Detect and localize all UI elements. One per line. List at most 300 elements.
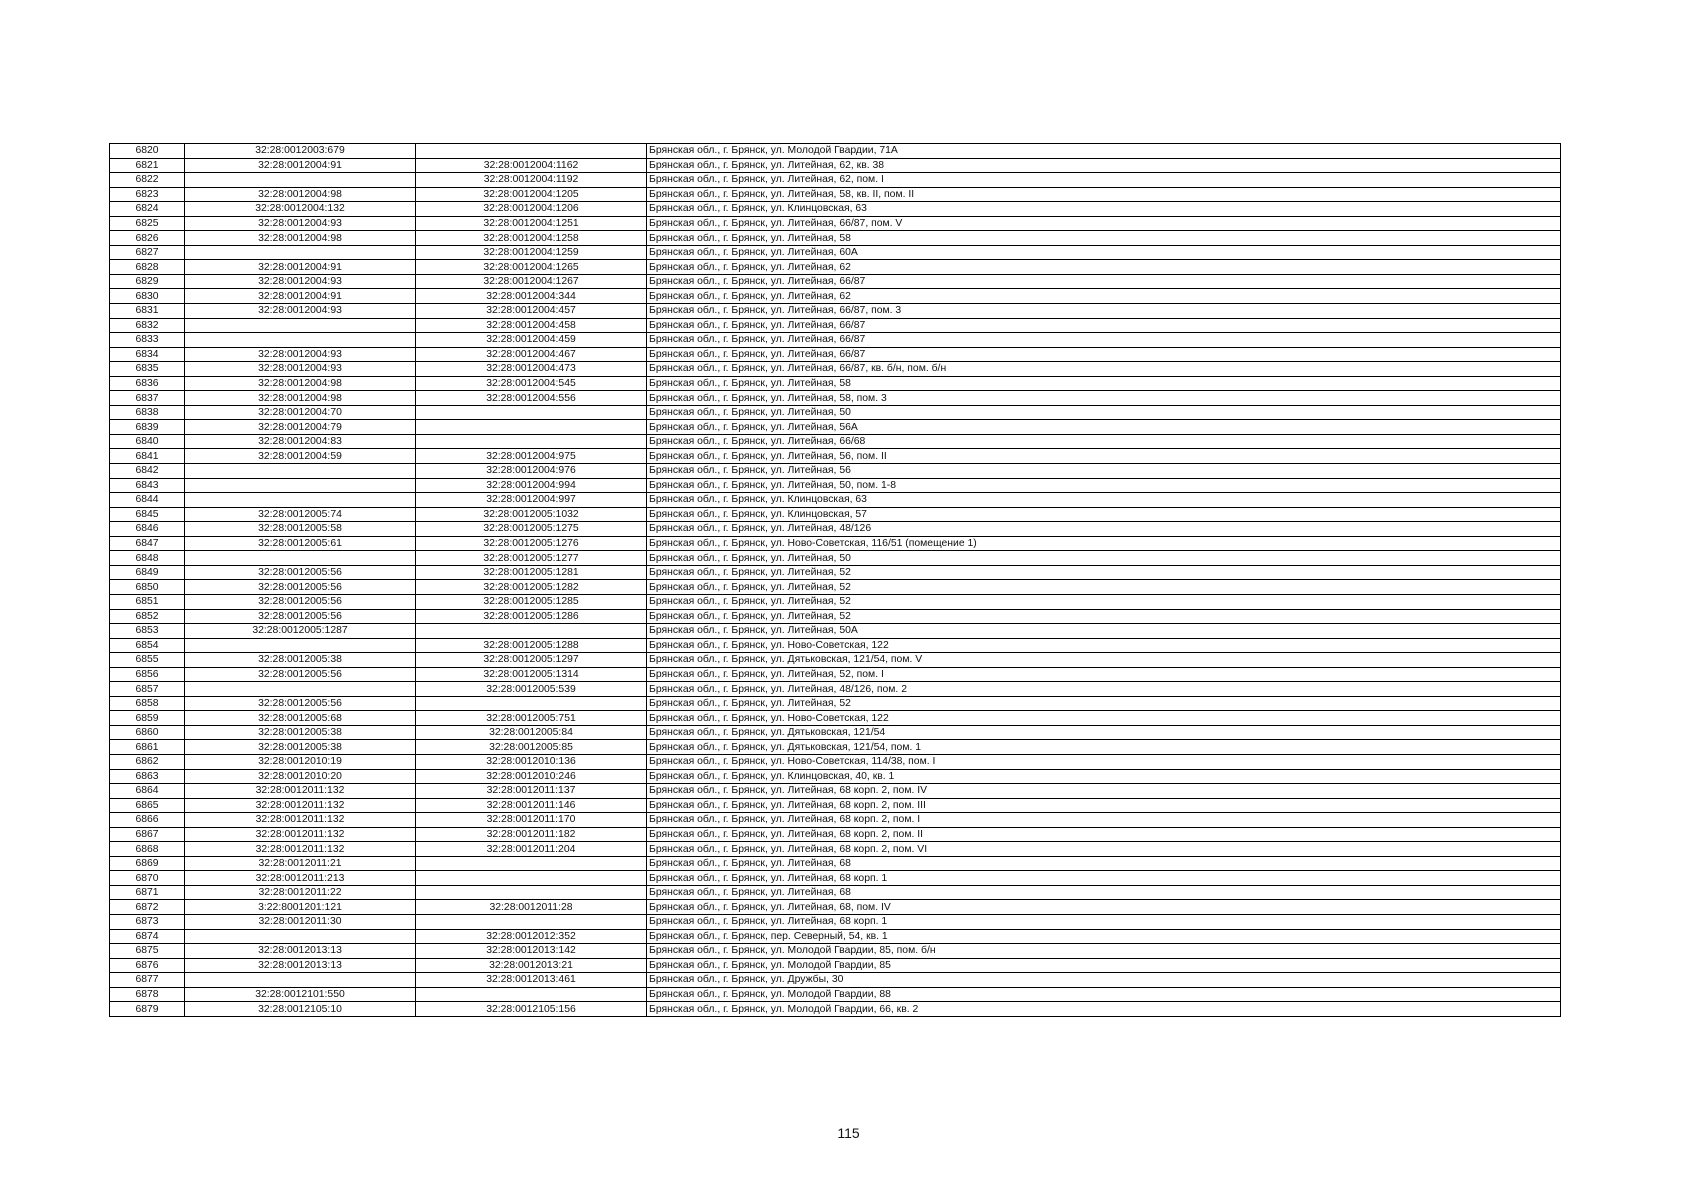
row-number-cell: 6835 [110,362,185,377]
row-number-cell: 6832 [110,318,185,333]
table-row [110,958,1561,973]
address-cell: Брянская обл., г. Брянск, ул. Литейная, 68 [647,856,1561,871]
address-cell: Брянская обл., г. Брянск, ул. Литейная, 66/87, кв. б/н, пом. б/н [647,362,1561,377]
table-row [110,609,1561,624]
cadastral-number-cell: 32:28:0012011:132 [185,827,416,842]
object-cadastral-number-cell: 32:28:0012005:1288 [416,638,647,653]
address-cell: Брянская обл., г. Брянск, ул. Дятьковская, 121/54 [647,725,1561,740]
address-cell: Брянская обл., г. Брянск, ул. Литейная, 62 [647,260,1561,275]
row-number-cell: 6876 [110,958,185,973]
object-cadastral-number-cell: 32:28:0012004:1192 [416,173,647,188]
object-cadastral-number-cell: 32:28:0012011:170 [416,813,647,828]
table-row [110,973,1561,988]
row-number-cell: 6859 [110,711,185,726]
address-cell: Брянская обл., г. Брянск, ул. Литейная, 66/68 [647,434,1561,449]
row-number-cell: 6841 [110,449,185,464]
cadastral-number-cell: 32:28:0012004:132 [185,202,416,217]
row-number-cell: 6869 [110,856,185,871]
row-number-cell: 6820 [110,144,185,159]
table-row [110,216,1561,231]
address-cell: Брянская обл., г. Брянск, ул. Литейная, 56А [647,420,1561,435]
table-row [110,449,1561,464]
address-cell: Брянская обл., г. Брянск, ул. Литейная, 60А [647,245,1561,260]
object-cadastral-number-cell: 32:28:0012005:751 [416,711,647,726]
row-number-cell: 6877 [110,973,185,988]
row-number-cell: 6875 [110,944,185,959]
table-row [110,493,1561,508]
address-cell: Брянская обл., г. Брянск, ул. Литейная, 52 [647,580,1561,595]
object-cadastral-number-cell: 32:28:0012004:1258 [416,231,647,246]
cadastral-number-cell: 32:28:0012004:79 [185,420,416,435]
cadastral-number-cell: 32:28:0012004:93 [185,347,416,362]
row-number-cell: 6840 [110,434,185,449]
address-cell: Брянская обл., г. Брянск, ул. Литейная, 62, пом. I [647,173,1561,188]
object-cadastral-number-cell: 32:28:0012011:182 [416,827,647,842]
object-cadastral-number-cell: 32:28:0012004:556 [416,391,647,406]
row-number-cell: 6854 [110,638,185,653]
table-row [110,405,1561,420]
object-cadastral-number-cell: 32:28:0012005:1282 [416,580,647,595]
address-cell: Брянская обл., г. Брянск, ул. Литейная, 66/87 [647,274,1561,289]
address-cell: Брянская обл., г. Брянск, ул. Литейная, 48/126, пом. 2 [647,682,1561,697]
cadastral-number-cell: 32:28:0012004:83 [185,434,416,449]
address-cell: Брянская обл., г. Брянск, ул. Литейная, 66/87 [647,333,1561,348]
row-number-cell: 6865 [110,798,185,813]
row-number-cell: 6879 [110,1002,185,1017]
address-cell: Брянская обл., г. Брянск, ул. Ново-Советская, 122 [647,638,1561,653]
address-cell: Брянская обл., г. Брянск, ул. Литейная, 52 [647,565,1561,580]
cadastral-number-cell: 32:28:0012005:74 [185,507,416,522]
row-number-cell: 6830 [110,289,185,304]
table-row [110,725,1561,740]
table-row [110,434,1561,449]
cadastral-number-cell: 32:28:0012004:91 [185,289,416,304]
object-cadastral-number-cell: 32:28:0012005:1286 [416,609,647,624]
cadastral-number-cell: 32:28:0012101:550 [185,987,416,1002]
row-number-cell: 6871 [110,885,185,900]
address-cell: Брянская обл., г. Брянск, ул. Литейная, 52 [647,609,1561,624]
object-cadastral-number-cell: 32:28:0012011:204 [416,842,647,857]
object-cadastral-number-cell: 32:28:0012012:352 [416,929,647,944]
address-cell: Брянская обл., г. Брянск, ул. Литейная, 58 [647,231,1561,246]
object-cadastral-number-cell: 32:28:0012011:146 [416,798,647,813]
cadastral-number-cell: 32:28:0012005:56 [185,667,416,682]
row-number-cell: 6848 [110,551,185,566]
object-cadastral-number-cell: 32:28:0012004:1251 [416,216,647,231]
row-number-cell: 6863 [110,769,185,784]
table-row [110,260,1561,275]
object-cadastral-number-cell: 32:28:0012004:545 [416,376,647,391]
cadastral-number-cell [185,464,416,479]
row-number-cell: 6866 [110,813,185,828]
table-row [110,289,1561,304]
row-number-cell: 6831 [110,304,185,319]
row-number-cell: 6873 [110,914,185,929]
object-cadastral-number-cell [416,405,647,420]
address-cell: Брянская обл., г. Брянск, ул. Молодой Гвардии, 85 [647,958,1561,973]
table-row [110,885,1561,900]
row-number-cell: 6824 [110,202,185,217]
address-cell: Брянская обл., г. Брянск, ул. Литейная, 68 корп. 2, пом. III [647,798,1561,813]
object-cadastral-number-cell: 32:28:0012005:1032 [416,507,647,522]
cadastral-number-cell: 32:28:0012004:91 [185,260,416,275]
row-number-cell: 6843 [110,478,185,493]
table-row [110,827,1561,842]
table-row [110,522,1561,537]
table-row [110,144,1561,159]
object-cadastral-number-cell: 32:28:0012010:136 [416,754,647,769]
cadastral-number-cell: 32:28:0012005:56 [185,696,416,711]
address-cell: Брянская обл., г. Брянск, ул. Клинцовская, 40, кв. 1 [647,769,1561,784]
cadastral-number-cell: 32:28:0012011:132 [185,842,416,857]
cadastral-number-cell: 32:28:0012011:22 [185,885,416,900]
object-cadastral-number-cell: 32:28:0012005:1297 [416,653,647,668]
row-number-cell: 6874 [110,929,185,944]
address-cell: Брянская обл., г. Брянск, ул. Молодой Гвардии, 66, кв. 2 [647,1002,1561,1017]
row-number-cell: 6833 [110,333,185,348]
object-cadastral-number-cell: 32:28:0012013:461 [416,973,647,988]
address-cell: Брянская обл., г. Брянск, ул. Литейная, 52, пом. I [647,667,1561,682]
object-cadastral-number-cell: 32:28:0012004:976 [416,464,647,479]
address-cell: Брянская обл., г. Брянск, ул. Клинцовская, 63 [647,493,1561,508]
row-number-cell: 6836 [110,376,185,391]
address-cell: Брянская обл., г. Брянск, ул. Литейная, 62 [647,289,1561,304]
object-cadastral-number-cell: 32:28:0012004:997 [416,493,647,508]
table-row [110,900,1561,915]
row-number-cell: 6821 [110,158,185,173]
table-row [110,987,1561,1002]
table-row [110,696,1561,711]
object-cadastral-number-cell [416,885,647,900]
row-number-cell: 6823 [110,187,185,202]
row-number-cell: 6829 [110,274,185,289]
address-cell: Брянская обл., г. Брянск, ул. Литейная, 52 [647,594,1561,609]
address-cell: Брянская обл., г. Брянск, ул. Литейная, 66/87, пом. 3 [647,304,1561,319]
row-number-cell: 6858 [110,696,185,711]
object-cadastral-number-cell: 32:28:0012004:975 [416,449,647,464]
object-cadastral-number-cell [416,914,647,929]
row-number-cell: 6842 [110,464,185,479]
table-row [110,842,1561,857]
object-cadastral-number-cell [416,144,647,159]
object-cadastral-number-cell: 32:28:0012005:1276 [416,536,647,551]
row-number-cell: 6838 [110,405,185,420]
table-row [110,158,1561,173]
cadastral-number-cell: 32:28:0012004:98 [185,187,416,202]
object-cadastral-number-cell: 32:28:0012011:137 [416,784,647,799]
cadastral-number-cell: 32:28:0012005:61 [185,536,416,551]
table-row [110,231,1561,246]
cadastral-number-cell: 32:28:0012011:132 [185,784,416,799]
table-row [110,871,1561,886]
object-cadastral-number-cell [416,420,647,435]
address-cell: Брянская обл., г. Брянск, ул. Клинцовская, 57 [647,507,1561,522]
address-cell: Брянская обл., г. Брянск, ул. Ново-Советская, 122 [647,711,1561,726]
address-cell: Брянская обл., г. Брянск, ул. Литейная, 68 [647,885,1561,900]
object-cadastral-number-cell: 32:28:0012004:457 [416,304,647,319]
address-cell: Брянская обл., г. Брянск, ул. Литейная, 68 корп. 1 [647,871,1561,886]
table-row [110,478,1561,493]
address-cell: Брянская обл., г. Брянск, ул. Молодой Гвардии, 88 [647,987,1561,1002]
address-cell: Брянская обл., г. Брянск, ул. Литейная, 50 [647,551,1561,566]
object-cadastral-number-cell: 32:28:0012013:142 [416,944,647,959]
address-cell: Брянская обл., г. Брянск, ул. Литейная, 50А [647,624,1561,639]
cadastral-number-cell [185,493,416,508]
address-cell: Брянская обл., г. Брянск, ул. Литейная, 68 корп. 2, пом. I [647,813,1561,828]
row-number-cell: 6855 [110,653,185,668]
table-row [110,507,1561,522]
object-cadastral-number-cell [416,624,647,639]
cadastral-number-cell: 32:28:0012011:132 [185,813,416,828]
table-row [110,740,1561,755]
cadastral-number-cell: 32:28:0012011:132 [185,798,416,813]
address-cell: Брянская обл., г. Брянск, ул. Ново-Советская, 114/38, пом. I [647,754,1561,769]
table-row [110,347,1561,362]
row-number-cell: 6864 [110,784,185,799]
cadastral-number-cell: 32:28:0012004:59 [185,449,416,464]
object-cadastral-number-cell: 32:28:0012004:1265 [416,260,647,275]
address-cell: Брянская обл., г. Брянск, ул. Молодой Гвардии, 71А [647,144,1561,159]
cadastral-number-cell [185,929,416,944]
table-row [110,1002,1561,1017]
object-cadastral-number-cell [416,696,647,711]
object-cadastral-number-cell [416,987,647,1002]
cadastral-number-cell: 32:28:0012004:98 [185,376,416,391]
object-cadastral-number-cell: 32:28:0012105:156 [416,1002,647,1017]
table-row [110,187,1561,202]
cadastral-number-cell: 32:28:0012003:679 [185,144,416,159]
cadastral-number-cell: 32:28:0012005:56 [185,594,416,609]
cadastral-number-cell: 32:28:0012004:93 [185,304,416,319]
table-row [110,653,1561,668]
address-cell: Брянская обл., г. Брянск, ул. Литейная, 68 корп. 2, пом. VI [647,842,1561,857]
address-cell: Брянская обл., г. Брянск, ул. Литейная, 68 корп. 2, пом. II [647,827,1561,842]
object-cadastral-number-cell: 32:28:0012005:1277 [416,551,647,566]
row-number-cell: 6870 [110,871,185,886]
row-number-cell: 6847 [110,536,185,551]
object-cadastral-number-cell: 32:28:0012004:1259 [416,245,647,260]
cadastral-number-cell: 32:28:0012004:93 [185,216,416,231]
object-cadastral-number-cell: 32:28:0012013:21 [416,958,647,973]
cadastral-number-cell [185,173,416,188]
object-cadastral-number-cell: 32:28:0012005:539 [416,682,647,697]
row-number-cell: 6852 [110,609,185,624]
object-cadastral-number-cell: 32:28:0012005:1314 [416,667,647,682]
object-cadastral-number-cell: 32:28:0012005:1275 [416,522,647,537]
address-cell: Брянская обл., г. Брянск, ул. Литейная, 58 [647,376,1561,391]
table-row [110,914,1561,929]
table-row [110,391,1561,406]
object-cadastral-number-cell: 32:28:0012005:85 [416,740,647,755]
cadastral-number-cell: 32:28:0012105:10 [185,1002,416,1017]
object-cadastral-number-cell [416,871,647,886]
row-number-cell: 6844 [110,493,185,508]
table-row [110,682,1561,697]
row-number-cell: 6850 [110,580,185,595]
address-cell: Брянская обл., г. Брянск, ул. Клинцовская, 63 [647,202,1561,217]
table-row [110,624,1561,639]
table-row [110,173,1561,188]
cadastral-number-cell: 32:28:0012005:56 [185,580,416,595]
cadastral-number-cell [185,638,416,653]
table-row [110,536,1561,551]
row-number-cell: 6825 [110,216,185,231]
cadastral-number-cell: 32:28:0012004:70 [185,405,416,420]
row-number-cell: 6846 [110,522,185,537]
cadastral-number-cell: 32:28:0012005:38 [185,653,416,668]
object-cadastral-number-cell: 32:28:0012004:1162 [416,158,647,173]
table-row [110,202,1561,217]
row-number-cell: 6867 [110,827,185,842]
row-number-cell: 6826 [110,231,185,246]
table-row [110,769,1561,784]
table-row [110,333,1561,348]
address-cell: Брянская обл., г. Брянск, пер. Северный, 54, кв. 1 [647,929,1561,944]
cadastral-number-cell: 32:28:0012011:213 [185,871,416,886]
cadastral-number-cell: 32:28:0012010:19 [185,754,416,769]
table-row [110,464,1561,479]
cadastral-number-cell [185,682,416,697]
address-cell: Брянская обл., г. Брянск, ул. Молодой Гвардии, 85, пом. б/н [647,944,1561,959]
cadastral-number-cell [185,333,416,348]
table-row [110,565,1561,580]
table-row [110,784,1561,799]
cadastral-number-cell [185,318,416,333]
table-row [110,667,1561,682]
cadastral-number-cell: 32:28:0012005:1287 [185,624,416,639]
object-cadastral-number-cell: 32:28:0012005:1281 [416,565,647,580]
object-cadastral-number-cell [416,434,647,449]
table-row [110,856,1561,871]
row-number-cell: 6839 [110,420,185,435]
cadastral-number-cell: 32:28:0012004:93 [185,362,416,377]
row-number-cell: 6860 [110,725,185,740]
cadastral-number-cell: 32:28:0012005:38 [185,740,416,755]
object-cadastral-number-cell: 32:28:0012004:459 [416,333,647,348]
object-cadastral-number-cell: 32:28:0012004:467 [416,347,647,362]
table-row [110,318,1561,333]
cadastral-number-cell: 32:28:0012013:13 [185,958,416,973]
table-row [110,638,1561,653]
address-cell: Брянская обл., г. Брянск, ул. Литейная, 56 [647,464,1561,479]
row-number-cell: 6862 [110,754,185,769]
address-cell: Брянская обл., г. Брянск, ул. Литейная, 58, пом. 3 [647,391,1561,406]
cadastral-number-cell: 32:28:0012005:68 [185,711,416,726]
object-cadastral-number-cell: 32:28:0012010:246 [416,769,647,784]
address-cell: Брянская обл., г. Брянск, ул. Литейная, 62, кв. 38 [647,158,1561,173]
cadastral-number-cell [185,478,416,493]
row-number-cell: 6827 [110,245,185,260]
row-number-cell: 6856 [110,667,185,682]
row-number-cell: 6861 [110,740,185,755]
cadastral-number-cell [185,245,416,260]
table-row [110,420,1561,435]
address-cell: Брянская обл., г. Брянск, ул. Литейная, 68 корп. 2, пом. IV [647,784,1561,799]
table-row [110,362,1561,377]
cadastral-number-cell: 32:28:0012004:98 [185,391,416,406]
table-row [110,711,1561,726]
row-number-cell: 6834 [110,347,185,362]
row-number-cell: 6878 [110,987,185,1002]
table-row [110,944,1561,959]
address-cell: Брянская обл., г. Брянск, ул. Литейная, 52 [647,696,1561,711]
cadastral-number-cell [185,973,416,988]
cadastral-number-cell: 32:28:0012011:30 [185,914,416,929]
address-cell: Брянская обл., г. Брянск, ул. Литейная, 56, пом. II [647,449,1561,464]
table-row [110,274,1561,289]
row-number-cell: 6845 [110,507,185,522]
registry-table-body [110,144,1561,1017]
table-row [110,580,1561,595]
address-cell: Брянская обл., г. Брянск, ул. Дружбы, 30 [647,973,1561,988]
object-cadastral-number-cell: 32:28:0012005:84 [416,725,647,740]
cadastral-number-cell [185,551,416,566]
cadastral-number-cell: 32:28:0012004:98 [185,231,416,246]
object-cadastral-number-cell: 32:28:0012004:1205 [416,187,647,202]
cadastral-number-cell: 32:28:0012005:58 [185,522,416,537]
address-cell: Брянская обл., г. Брянск, ул. Литейная, 66/87 [647,347,1561,362]
table-row [110,754,1561,769]
address-cell: Брянская обл., г. Брянск, ул. Литейная, 50, пом. 1-8 [647,478,1561,493]
cadastral-number-cell: 32:28:0012005:38 [185,725,416,740]
object-cadastral-number-cell: 32:28:0012004:473 [416,362,647,377]
row-number-cell: 6868 [110,842,185,857]
registry-table [109,143,1561,1017]
table-row [110,245,1561,260]
object-cadastral-number-cell: 32:28:0012004:458 [416,318,647,333]
table-row [110,813,1561,828]
cadastral-number-cell: 32:28:0012005:56 [185,609,416,624]
address-cell: Брянская обл., г. Брянск, ул. Литейная, 50 [647,405,1561,420]
page-number: 115 [837,1125,860,1141]
row-number-cell: 6837 [110,391,185,406]
address-cell: Брянская обл., г. Брянск, ул. Литейная, 48/126 [647,522,1561,537]
object-cadastral-number-cell: 32:28:0012005:1285 [416,594,647,609]
object-cadastral-number-cell: 32:28:0012011:28 [416,900,647,915]
row-number-cell: 6828 [110,260,185,275]
address-cell: Брянская обл., г. Брянск, ул. Литейная, 58, кв. II, пом. II [647,187,1561,202]
row-number-cell: 6849 [110,565,185,580]
cadastral-number-cell: 32:28:0012013:13 [185,944,416,959]
table-row [110,376,1561,391]
table-row [110,304,1561,319]
table-row [110,594,1561,609]
row-number-cell: 6822 [110,173,185,188]
cadastral-number-cell: 32:28:0012011:21 [185,856,416,871]
object-cadastral-number-cell: 32:28:0012004:344 [416,289,647,304]
object-cadastral-number-cell: 32:28:0012004:994 [416,478,647,493]
cadastral-number-cell: 32:28:0012004:93 [185,274,416,289]
address-cell: Брянская обл., г. Брянск, ул. Литейная, 66/87, пом. V [647,216,1561,231]
table-row [110,929,1561,944]
address-cell: Брянская обл., г. Брянск, ул. Литейная, 68, пом. IV [647,900,1561,915]
table-row [110,551,1561,566]
cadastral-number-cell: 32:28:0012004:91 [185,158,416,173]
object-cadastral-number-cell: 32:28:0012004:1267 [416,274,647,289]
cadastral-number-cell: 3:22:8001201:121 [185,900,416,915]
cadastral-number-cell: 32:28:0012005:56 [185,565,416,580]
row-number-cell: 6872 [110,900,185,915]
row-number-cell: 6853 [110,624,185,639]
table-row [110,798,1561,813]
object-cadastral-number-cell: 32:28:0012004:1206 [416,202,647,217]
address-cell: Брянская обл., г. Брянск, ул. Литейная, 66/87 [647,318,1561,333]
address-cell: Брянская обл., г. Брянск, ул. Дятьковская, 121/54, пом. 1 [647,740,1561,755]
row-number-cell: 6857 [110,682,185,697]
row-number-cell: 6851 [110,594,185,609]
address-cell: Брянская обл., г. Брянск, ул. Ново-Советская, 116/51 (помещение 1) [647,536,1561,551]
address-cell: Брянская обл., г. Брянск, ул. Литейная, 68 корп. 1 [647,914,1561,929]
